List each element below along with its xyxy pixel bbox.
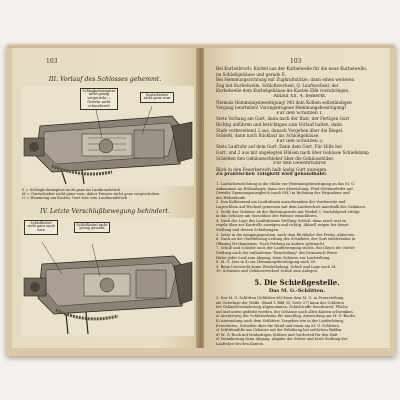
figure-top-caption: III. Vorlauf des Schlosses gehemmt. xyxy=(48,76,162,83)
text-line: 10. Schützen und Gehäusewechsel Schuß zum Anlegen. xyxy=(216,269,318,274)
text-line: e) Verankerung beim Abgang: Abgabe der Stütze und feste Stellung der xyxy=(216,337,348,342)
text-line: Lageschloss auf Wechsel gemessen mit dem Laufwechsel innerhalb des Gehäuses. xyxy=(216,204,367,209)
figure-top-label-1: Schlagbolzenspitze nicht genug vorgerückt — Gewehr nicht schussbereit xyxy=(80,88,118,110)
text-line: 5. Setze in die Ausgangsposition, nach dem Rückholer der Fertig. Abfeuern: xyxy=(216,232,355,237)
figure-top-label-2: Gurtschieber nicht ganz vorn xyxy=(140,92,174,103)
sub-heading: Für den Schützen 1. xyxy=(276,110,324,116)
text-line: 2. Den Kolbenrand am Laufrahmen ausschwenken der Vorderseite und xyxy=(216,200,346,205)
text-line: Erweitertes, Schießen über die Wand und einen am M. G.-Schlitten. xyxy=(216,323,340,328)
text-line: a) Ausrüstung der Schlittenbeine für Anschlag, Anwendung am M. G.-Bocke, xyxy=(216,314,356,319)
text-line: Stets Vorhang am Gurt, dann nach der Rast, der Fertigen Gurt xyxy=(216,116,350,122)
sub-heading: Für den Schützen 2. xyxy=(276,138,324,144)
text-line: d) M. G.-Bock mit beidseitigen Stützen und Vorderteil für den Halt. xyxy=(216,332,339,337)
text-line: 3. Stelle das Gehäuse ab der Richtungsseite mit Winkel 3. Nachfolgend erfolgt xyxy=(216,209,360,214)
text-line: Bei Kurbelbruch: Kurbel aus der Kurbelwelle für die neue Kurbelwelle, xyxy=(216,66,368,71)
text-line: 4. Nach der Lage des Laufrahmens Stellung Schloß, dann rasch und zu xyxy=(216,218,347,223)
figure-bottom-label-2: Schloßhebel nicht genug gesenkt xyxy=(74,222,110,233)
text-line: Stets Laufrohr auf dem Gurt. Dann dem Gurt. Für Hilfe bei xyxy=(216,144,342,150)
text-line: bei Geländeveränderung abgenommen, Schießwaffe feuerbereit, Fläche xyxy=(216,305,348,310)
text-line: Schießt, dann nach Rücklauf ins Schloßgehäuse. xyxy=(216,133,320,139)
text-line: Gewehr. Spannungsausgleich (nach 8M.) in Richtung der Wegnahme und xyxy=(216,191,350,196)
text-line: 7. Schuß und Schiebe nach der Laufbewegung rechts. Bei Gleich der Mittel- xyxy=(216,246,356,251)
figure-bottom-caption: IV. Letzte Verschlußbewegung behindert. xyxy=(40,208,170,215)
text-line: Zug mit Kurbelwelle, Schloßwechsel, Q. Laufwechsel, der xyxy=(216,82,339,88)
open-book xyxy=(6,44,396,356)
right-page-number: 103 xyxy=(290,58,302,65)
figure-note: S = Schlagbolzenspitze nicht ganz im Laufmundstück xyxy=(22,188,121,192)
text-line: Stellung und dessen Schiebungen. xyxy=(216,227,280,232)
text-line: Richtig anführen und berichtigen zum Vorlauf halten, dann xyxy=(216,121,342,127)
figure-bottom-machine-gun-illustration xyxy=(22,218,194,336)
text-line: c) Schlittenfüße am Gehäuse auf der Erhöhung bei seitlichen Waffen. xyxy=(216,328,343,333)
text-line: Ankommen im Hülsenlager, dann erst Abweichung. Fünf Gehäusefeder auf xyxy=(216,186,353,191)
figure-top-notes xyxy=(22,188,194,201)
text-line: 8. M. G. (wie in 4) zur Hemmungsbeseitigung nach 38. xyxy=(216,260,316,265)
left-page xyxy=(12,48,198,348)
text-line: 6. Nach an der Gurtführung Leitung des Schiebers, der Gurt wiederholen in xyxy=(216,237,356,242)
text-line: Kurbelwelle dem Kurbelgehäuse ins Kasten Elfe vorzubringen. xyxy=(216,88,350,94)
left-page-number: 103 xyxy=(46,58,58,65)
right-text-top xyxy=(216,66,384,178)
text-line: in das Gehäuse am Vorschluss der Patrone einzuführen. xyxy=(216,214,318,219)
text-line: Vorgang beurteilen! Vorangetragene Hemmungsbeseitigung! xyxy=(216,105,347,111)
text-line: auf und unten gedreht werden, der Gehäuse nach allen Kanten schwenken. xyxy=(216,309,354,314)
text-line: Schießen den Gehäuseschieber über die Gehäusehülse. xyxy=(216,155,335,161)
figure-top-machine-gun-illustration xyxy=(22,86,194,186)
figure-bottom-label-1: Schloßhebel nicht ganz nach vorn xyxy=(24,220,58,235)
text-line: b) Anwendung nach dem Schlitten; Vorgehen wie in der Laufrichtung, xyxy=(216,318,345,323)
sub-heading: Ablauf XX. 4. bemerkt. xyxy=(273,93,327,99)
right-page xyxy=(204,48,390,348)
mg-breech-drawing-bottom xyxy=(22,218,194,336)
bold-heading: Zu praktischen Tätigkeit wird gehandhabt: xyxy=(216,172,327,178)
text-line: des Hülsenlaufs. xyxy=(216,195,247,200)
text-line: Laufrohre bei den Kanten. xyxy=(216,341,265,346)
text-line: Blick in den Feuerbereich halb ändig Gurt anzeigen. xyxy=(216,166,328,172)
right-text-numbered xyxy=(216,182,384,274)
section-title: 5. Die Schießgestelle. xyxy=(254,278,340,287)
text-line: Stufe vorbereitend 2 aus, danach Vorgehen über die Riegel. xyxy=(216,127,344,133)
sub-heading: Für den Gewehrführer. xyxy=(273,161,327,167)
text-line: im Schloßgehäuse und gerade E. xyxy=(216,71,287,77)
text-line: Gurt, und 2 aus mit angelegten Hülsen nach über Gehäuse Schießdamp xyxy=(216,149,369,155)
text-line: Öffnung Mechanismus. Nach Prüfung zu ändern gebraucht. xyxy=(216,241,326,246)
figure-note: U = Hemmung am Kasten, Gurt lose vom Laufmundstück xyxy=(22,196,127,201)
text-line: regeln über zur Kontrolle anzeigen und richtig. Aktuell zeigen bei dieser xyxy=(216,223,349,228)
text-line: 2. Der M. G.-Schlitten (Schlitten 08) dient dem M. G. in Feuerstellung xyxy=(216,296,344,300)
right-text-bottom xyxy=(216,296,384,347)
section-subtitle: Das M. G.-Schlitten. xyxy=(268,288,326,294)
text-line: Hülse jeder Lauf zum Abgang, beim Gehäuse zur Laufstellung. xyxy=(216,255,331,260)
figure-note: M = Gurtschieber nicht ganz vorn, daher Patrone nicht ganz vorgeschoben xyxy=(22,192,160,197)
text-line: Stellung nach der entlaufenen "Beurteilung" des Vormarsch Weise xyxy=(216,250,338,255)
text-line: 9. Beim Unterricht keine Wiederholung, Schuß und Lage nach 34. xyxy=(216,264,337,269)
text-line: Bei Hemmungsrichtung mit Zugkraftstütze, dann einen weiteren xyxy=(216,77,355,83)
text-line: als Unterlage der Waffe. (Band I. Bild 35, Seite 27) kann der Schlitten xyxy=(216,300,344,305)
text-line: 1. Laufachsenrichtung in der Hülse zur Hemmungsbeseitigung an das M. G. xyxy=(216,182,356,186)
text-line: Niemals Hemmungsbeseitigung! Mit dem Kolben selbständigen xyxy=(216,99,352,105)
